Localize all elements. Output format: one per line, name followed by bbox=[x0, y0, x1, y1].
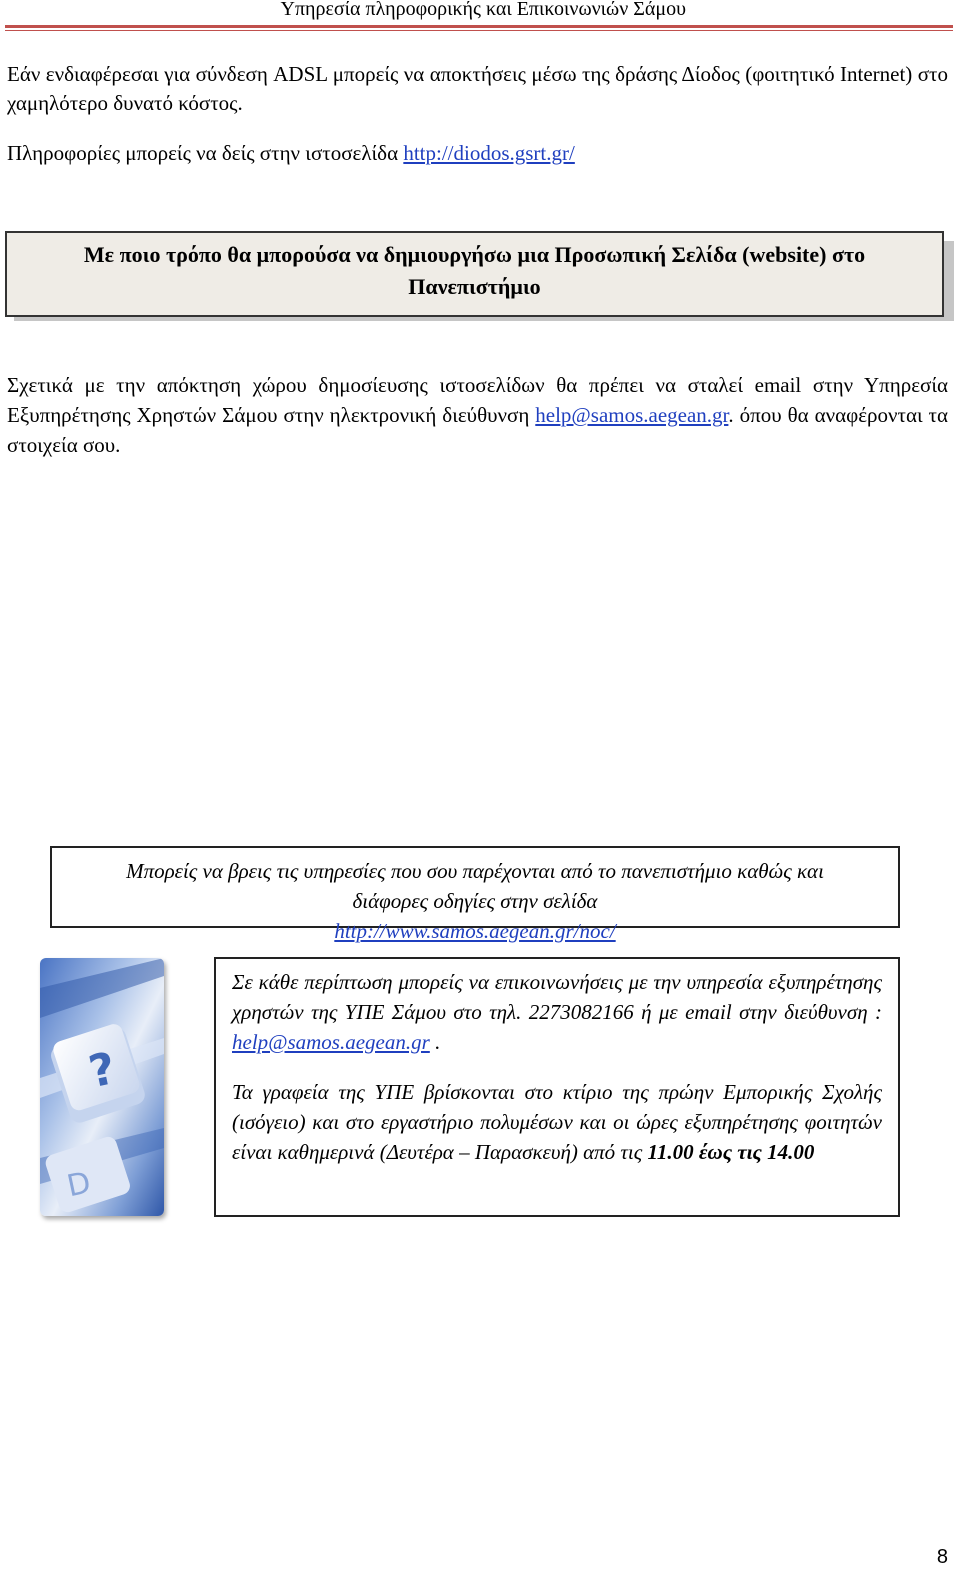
services-line-1: Μπορείς να βρεις τις υπηρεσίες που σου παρέχονται από το πανεπιστήμιο καθώς και bbox=[126, 859, 824, 883]
adsl-paragraph: Εάν ενδιαφέρεσαι για σύνδεση ADSL μπορείς να αποκτήσεις μέσω της δράσης Δίοδος (φοιτητικό Internet) στο χαμηλότερο δυνατό κόστος. bbox=[7, 62, 948, 115]
services-box bbox=[50, 846, 900, 943]
contact-paragraph bbox=[232, 967, 882, 1057]
contact-text: Σε κάθε περίπτωση μπορείς να επικοινωνήσεις με την υπηρεσία εξυπηρέτησης χρηστών της ΥΠΕ Σάμου στο τηλ. 2273082166 ή με email στην διεύθυνση : bbox=[232, 970, 882, 1024]
header-rule-thin bbox=[5, 30, 953, 31]
answer-text: Σχετικά με την απόκτηση χώρου δημοσίευσης ιστοσελίδων θα πρέπει να σταλεί email στην Υπηρεσία Εξυπηρέτησης Χρηστών Σάμου στην ηλεκτρονική διεύθυνση bbox=[7, 373, 948, 427]
noc-link[interactable]: http://www.samos.aegean.gr/noc/ bbox=[334, 919, 616, 943]
header-title: Υπηρεσία πληροφορικής και Επικοινωνιών Σάμου bbox=[280, 0, 686, 20]
question-heading-box bbox=[5, 231, 944, 317]
office-hours-time: 11.00 έως τις 14.00 bbox=[647, 1140, 815, 1164]
office-hours-text: Τα γραφεία της ΥΠΕ βρίσκονται στο κτίριο της πρώην Εμπορικής Σχολής (ισόγειο) και στο εργαστήριο πολυμέσων και οι ώρες εξυπηρέτησης φοιτητών είναι καθημερινά (Δευτέρα – Παρασκευή) από τις bbox=[232, 1080, 882, 1164]
office-hours-paragraph bbox=[232, 1077, 882, 1167]
question-line-1: Με ποιο τρόπο θα μπορούσα να δημιουργήσω μια Προσωπική Σελίδα (website) στο bbox=[83, 242, 866, 267]
contact-email-link[interactable]: help@samos.aegean.gr bbox=[232, 1030, 430, 1054]
diodos-info-paragraph bbox=[7, 139, 948, 168]
answer-paragraph bbox=[7, 370, 948, 460]
help-keyboard-key-icon bbox=[40, 958, 164, 1216]
contact-text-end: . bbox=[429, 1030, 441, 1054]
diodos-info-text: Πληροφορίες μπορείς να δείς στην ιστοσελίδα bbox=[7, 141, 404, 165]
answer-email-link[interactable]: help@samos.aegean.gr bbox=[535, 403, 729, 427]
page-header bbox=[0, 0, 960, 34]
contact-box bbox=[214, 957, 900, 1217]
svg-text:?: ? bbox=[84, 1042, 121, 1099]
svg-text:D: D bbox=[64, 1165, 94, 1205]
diodos-link[interactable]: http://diodos.gsrt.gr/ bbox=[403, 141, 575, 165]
question-line-2: Πανεπιστήμιο bbox=[408, 274, 541, 299]
services-line-2-text: διάφορες οδηγίες στην σελίδα bbox=[352, 889, 598, 913]
services-line-2 bbox=[52, 886, 898, 946]
page-number: 8 bbox=[936, 1546, 948, 1568]
help-keyboard-key-image bbox=[40, 958, 164, 1216]
answer-text-end: . όπου θα αναφέρονται τα στοιχεία σου. bbox=[7, 403, 948, 457]
header-rule bbox=[5, 25, 953, 28]
